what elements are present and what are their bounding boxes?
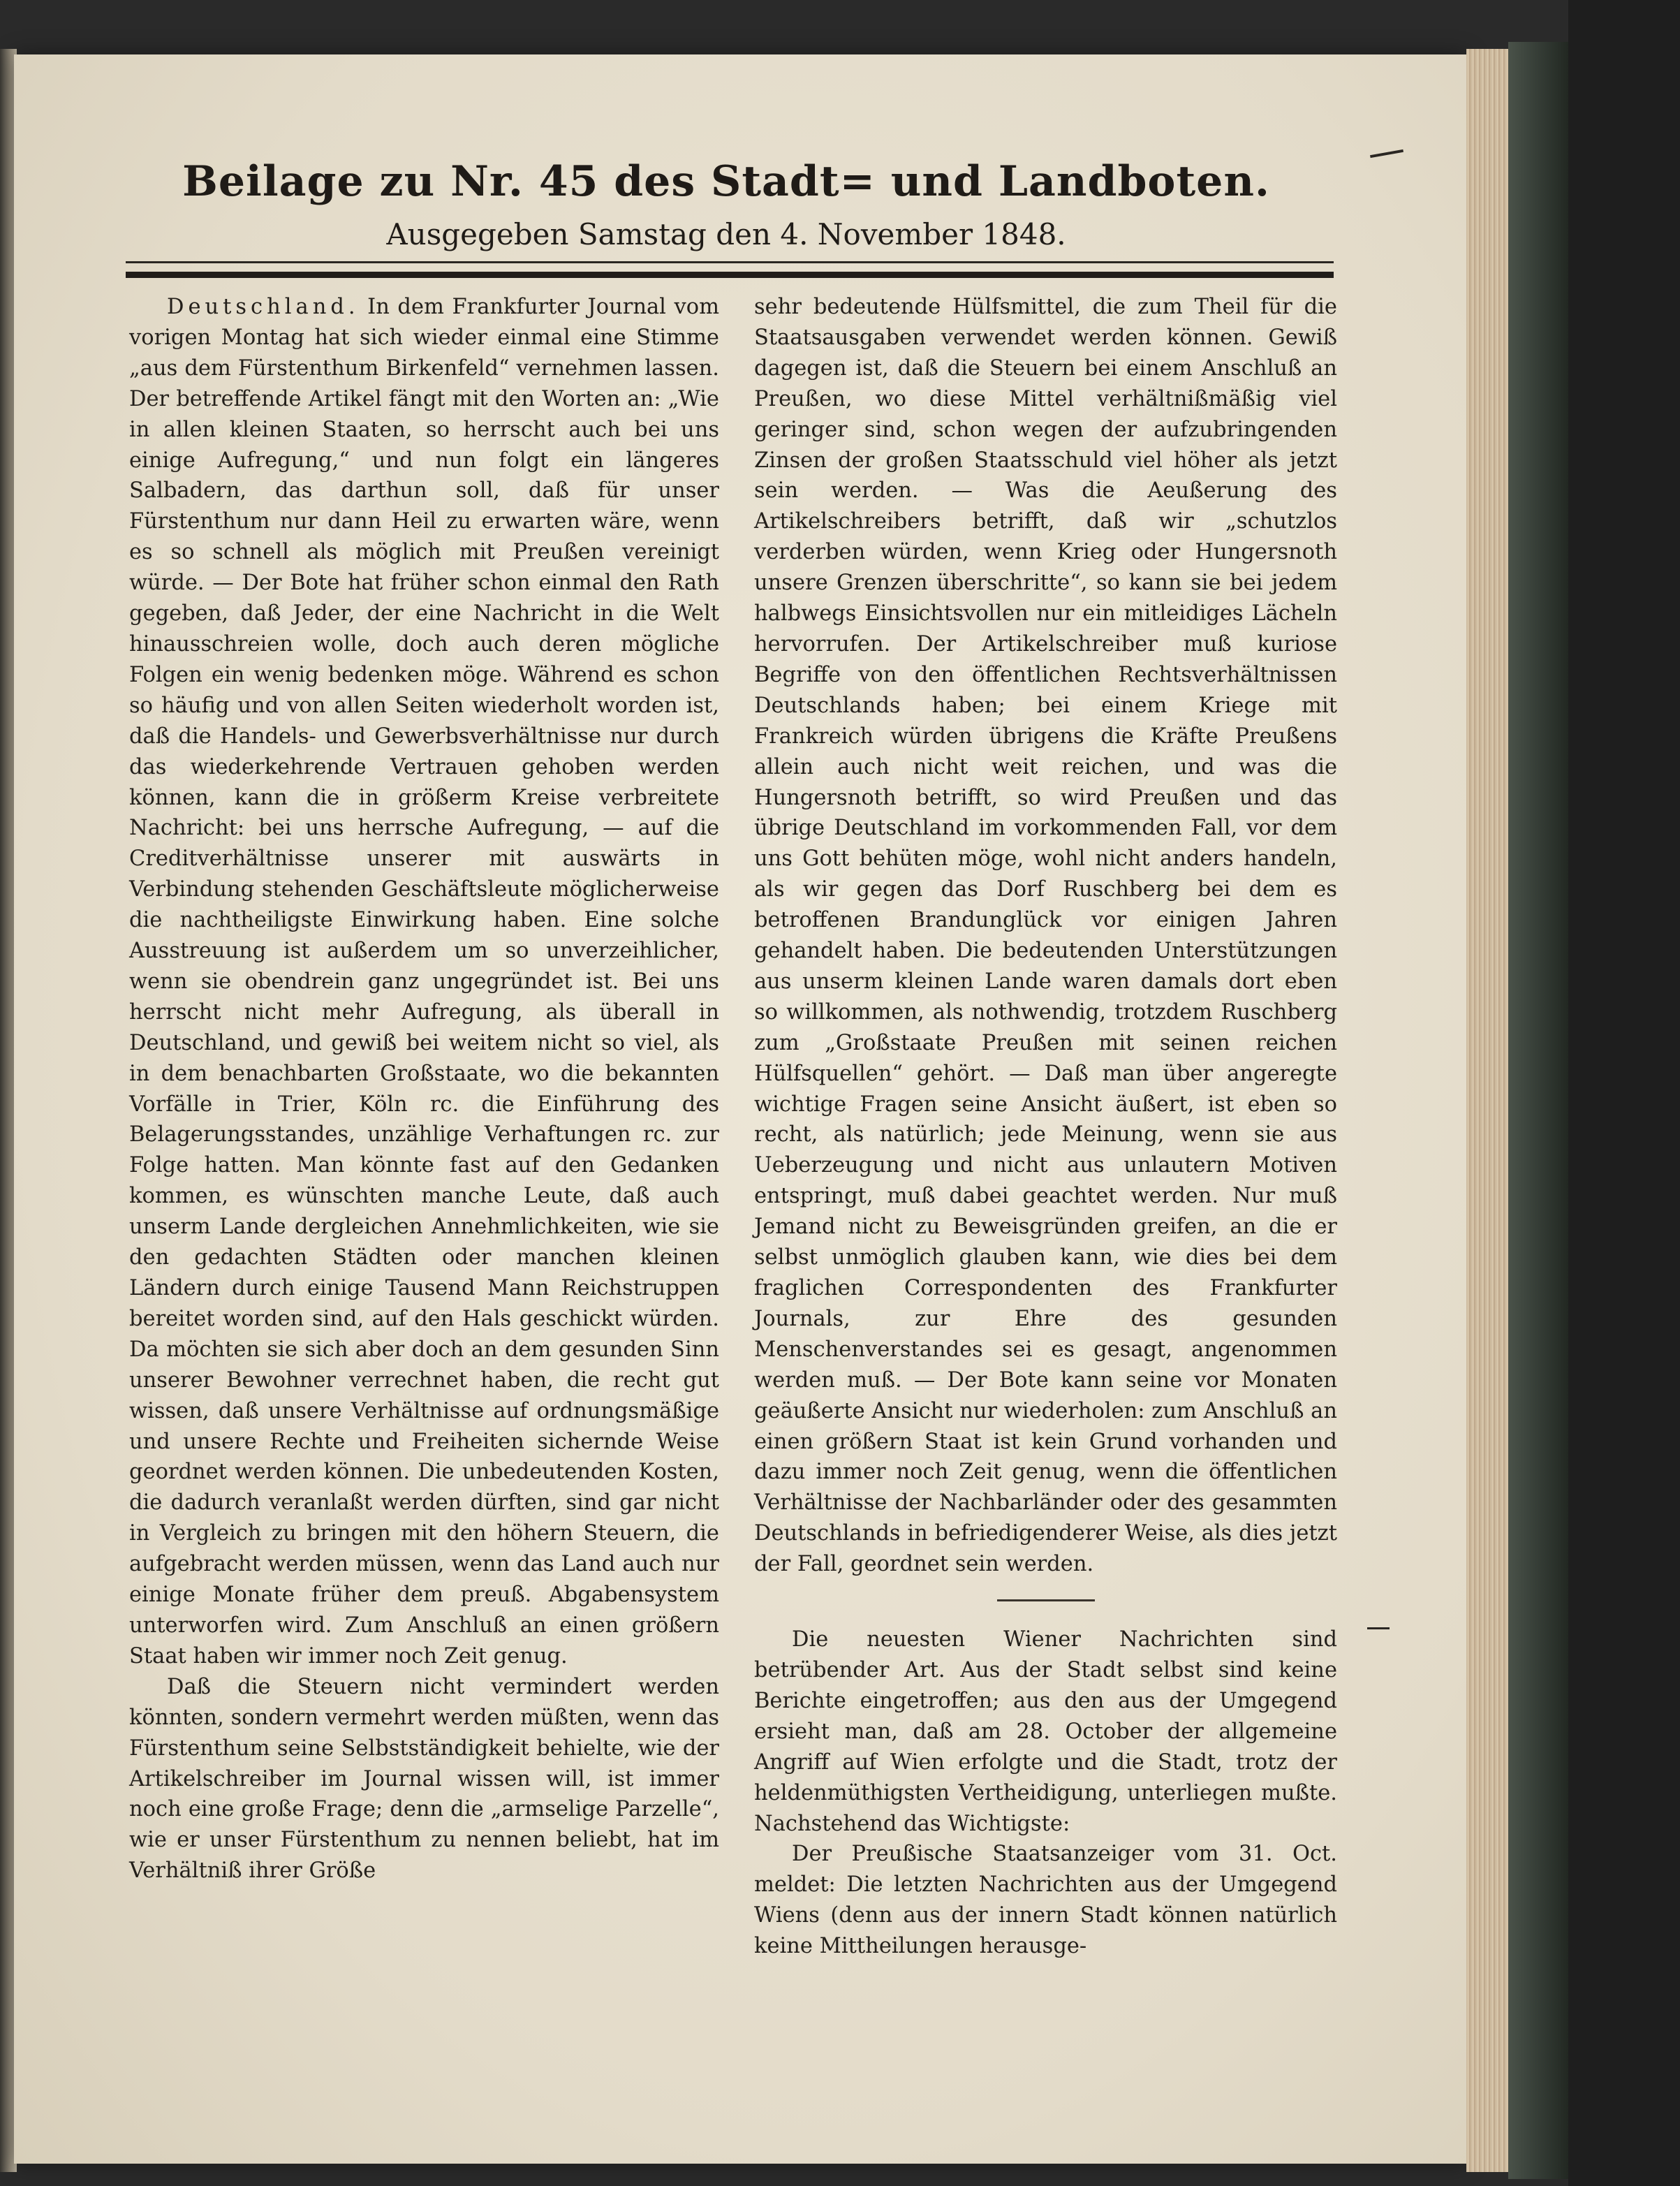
header-rule-thick	[126, 272, 1334, 278]
left-column	[129, 292, 719, 1886]
paragraph-text: Der Preußische Staatsanzeiger vom 31. Oct. meldet: Die letzten Nachrichten aus der Umgegend Wiens (denn aus der innern Stadt können natürlich keine Mittheilungen herausge-	[754, 1842, 1337, 1959]
section-gap	[754, 1580, 1337, 1624]
section-divider-rule	[997, 1599, 1095, 1601]
book-cover-edge	[1508, 42, 1568, 2179]
paragraph-wien	[754, 1624, 1337, 1839]
scan-background	[1568, 0, 1680, 2186]
margin-mark	[1367, 1627, 1390, 1629]
masthead-subtitle: Ausgegeben Samstag den 4. November 1848.	[386, 217, 1066, 251]
section-lead: Deutschland.	[167, 295, 360, 319]
right-column	[754, 292, 1337, 1962]
paragraph	[754, 292, 1337, 1580]
paragraph	[129, 1672, 719, 1886]
paragraph	[754, 1839, 1337, 1962]
paragraph-text: Die neuesten Wiener Nachrichten sind betrübender Art. Aus der Stadt selbst sind keine Berichte eingetroffen; aus den aus der Umgegend ersieht man, daß am 28. October der allgemeine Angriff auf Wien erfolgte und die Stadt, trotz der heldenmüthigsten Vertheidigung, unterliegen mußte. Nachstehend das Wichtigste:	[754, 1627, 1337, 1836]
paragraph-text: sehr bedeutende Hülfsmittel, die zum Theil für die Staatsausgaben verwendet werden können. Gewiß dagegen ist, daß die Steuern bei einem Anschluß an Preußen, wo diese Mittel verhältnißmäßig viel geringer sind, schon wegen der aufzubringenden Zinsen der großen Staatsschuld viel höher als jetzt sein werden. — Was die Aeußerung des Artikelschreibers betrifft, daß wir „schutzlos verderben würden, wenn Krieg oder Hungersnoth unsere Grenzen überschritte“, so kann sie bei jedem halbwegs Einsichtsvollen nur ein mitleidiges Lächeln hervorrufen. Der Artikelschreiber muß kuriose Begriffe von den öffentlichen Rechtsverhältnissen Deutschlands haben; bei einem Kriege mit Frankreich würden übrigens die Kräfte Preußens allein auch nicht weit reichen, und was die Hungersnoth betrifft, so wird Preußen und das übrige Deutschland im vorkommenden Fall, vor dem uns Gott behüten möge, wohl nicht anders handeln, als wir gegen das Dorf Ruschberg bei dem es betroffenen Brandunglück vor einigen Jahren gehandelt haben. Die bedeutenden Unterstützungen aus unserm kleinen Lande waren damals dort eben so willkommen, als nothwendig, trotzdem Ruschberg zum „Großstaate Preußen mit seinen reichen Hülfsquellen“ gehört. — Daß man über angeregte wichtige Fragen seine Ansicht äußert, ist eben so recht, als natürlich; jede Meinung, wenn sie aus Ueberzeugung und nicht aus unlautern Motiven entspringt, muß dabei geachtet werden. Nur muß Jemand nicht zu Beweisgründen greifen, an die er selbst unmöglich glauben kann, wie dies bei dem fraglichen Correspondenten des Frankfurter Journals, zur Ehre des gesunden Menschenverstandes sei es gesagt, angenommen werden muß. — Der Bote kann seine vor Monaten geäußerte Ansicht nur wiederholen: zum Anschluß an einen größern Staat ist kein Grund vorhanden und dazu immer noch Zeit genug, wenn die öffentlichen Verhältnisse der Nachbarländer oder des gesammten Deutschlands in befriedigenderer Weise, als dies jetzt der Fall, geordnet sein werden.	[754, 295, 1337, 1577]
paragraph-text: In dem Frankfurter Journal vom vorigen Montag hat sich wieder einmal eine Stimme „aus dem Fürstenthum Birkenfeld“ vernehmen lassen. Der betreffende Artikel fängt mit den Worten an: „Wie in allen kleinen Staaten, so herrscht auch bei uns einige Aufregung,“ und nun folgt ein längeres Salbadern, das darthun soll, daß für unser Fürstenthum nur dann Heil zu erwarten wäre, wenn es so schnell als möglich mit Preußen vereinigt würde. — Der Bote hat früher schon einmal den Rath gegeben, daß Jeder, der eine Nachricht in die Welt hinausschreien wolle, doch auch deren mögliche Folgen ein wenig bedenken möge. Während es schon so häufig und von allen Seiten wiederholt worden ist, daß die Handels- und Gewerbsverhältnisse nur durch das wiederkehrende Vertrauen gehoben werden können, kann die in größerm Kreise verbreitete Nachricht: bei uns herrsche Aufregung, — auf die Creditverhältnisse unserer mit auswärts in Verbindung stehenden Geschäftsleute möglicherweise die nachtheiligste Einwirkung haben. Eine solche Ausstreuung ist außerdem um so unverzeihlicher, wenn sie obendrein ganz ungegründet ist. Bei uns herrscht nicht mehr Aufregung, als überall in Deutschland, und gewiß bei weitem nicht so viel, als in dem benachbarten Großstaate, wo die bekannten Vorfälle in Trier, Köln rc. die Einführung des Belagerungsstandes, unzählige Verhaftungen rc. zur Folge hatten. Man könnte fast auf den Gedanken kommen, es wünschten manche Leute, daß auch unserm Lande dergleichen Annehmlichkeiten, wie sie den gedachten Städten oder manchen kleinen Ländern durch einige Tausend Mann Reichstruppen bereitet worden sind, auf den Hals geschickt würden. Da möchten sie sich aber doch an dem gesunden Sinn unserer Bewohner verrechnet haben, die recht gut wissen, daß unsere Verhältnisse auf ordnungsmäßige und unsere Rechte und Freiheiten sichernde Weise geordnet werden können. Die unbedeutenden Kosten, die dadurch veranlaßt werden dürften, sind gar nicht in Vergleich zu bringen mit den höhern Steuern, die aufgebracht werden müssen, wenn das Land auch nur einige Monate früher dem preuß. Abgabensystem unterworfen wird. Zum Anschluß an einen größern Staat haben wir immer noch Zeit genug.	[129, 295, 719, 1668]
paragraph-deutschland	[129, 292, 719, 1672]
masthead	[126, 154, 1327, 256]
masthead-title: Beilage zu Nr. 45 des Stadt= und Landboten.	[182, 157, 1270, 206]
paragraph-text: Daß die Steuern nicht vermindert werden könnten, sondern vermehrt werden müßten, wenn das Fürstenthum seine Selbstständigkeit behielte, wie der Artikelschreiber im Journal wissen will, ist immer noch eine große Frage; denn die „armselige Parzelle“, wie er unser Fürstenthum zu nennen beliebt, hat im Verhältniß ihrer Größe	[129, 1674, 719, 1884]
page-edges	[1466, 49, 1508, 2172]
header-rule-thin	[126, 261, 1334, 263]
